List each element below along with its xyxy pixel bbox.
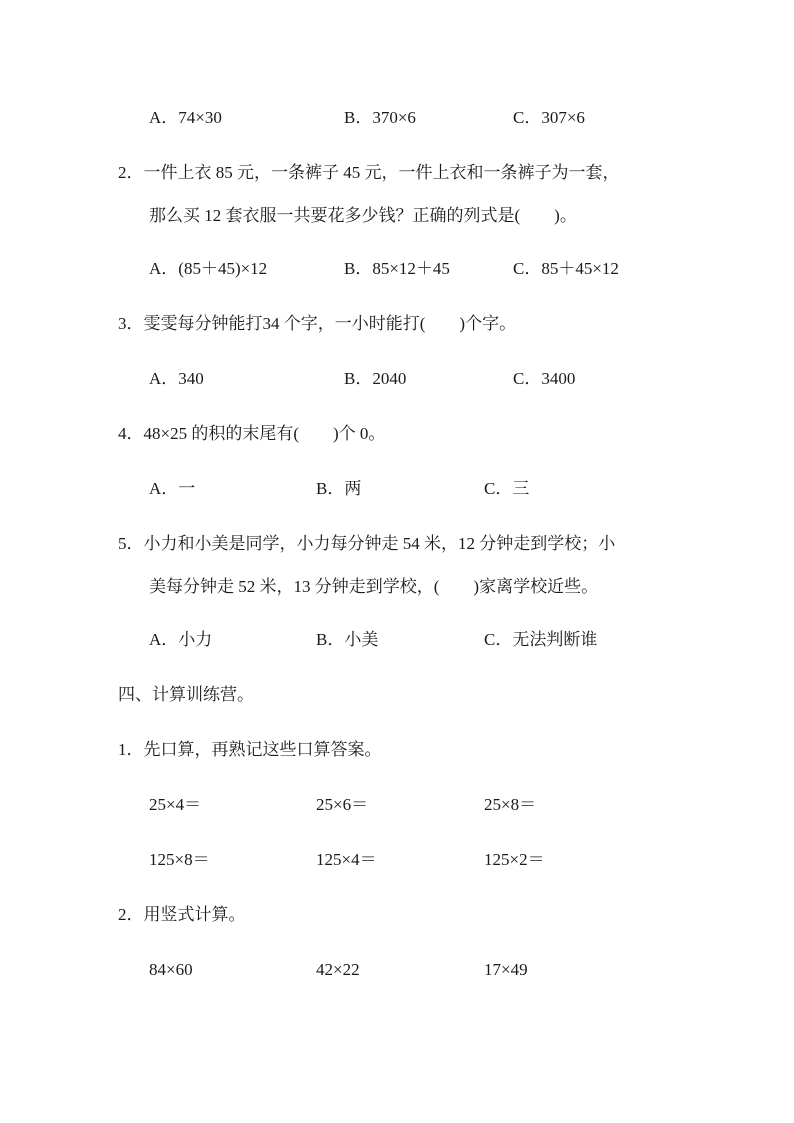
q3-option-b: B．2040 — [344, 369, 407, 388]
oral-calc-item: 125×2＝ — [484, 850, 545, 869]
q3-stem: 3．雯雯每分钟能打34 个字，一小时能打( )个字。 — [118, 314, 517, 333]
vertical-calc-item: 17×49 — [484, 960, 528, 979]
q5-stem-line1: 5．小力和小美是同学，小力每分钟走 54 米，12 分钟走到学校；小 — [118, 534, 616, 553]
q5-option-b: B．小美 — [316, 630, 379, 649]
q4-option-b: B．两 — [316, 479, 362, 498]
q2-option-a: A．(85＋45)×12 — [149, 259, 268, 278]
vertical-calc-item: 84×60 — [149, 960, 193, 979]
q3-option-c: C．3400 — [513, 369, 576, 388]
q2-stem-line2: 那么买 12 套衣服一共要花多少钱？正确的列式是( )。 — [149, 206, 577, 225]
q1-option-a: A．74×30 — [149, 108, 222, 127]
vertical-calc-item: 42×22 — [316, 960, 360, 979]
q1-option-c: C．307×6 — [513, 108, 585, 127]
oral-calc-item: 25×4＝ — [149, 795, 202, 814]
q4-option-a: A．一 — [149, 479, 196, 498]
q4-option-c: C．三 — [484, 479, 530, 498]
q5-stem-line2: 美每分钟走 52 米，13 分钟走到学校，( )家离学校近些。 — [149, 577, 599, 596]
q2-option-b: B．85×12＋45 — [344, 259, 450, 278]
q2-option-c: C．85＋45×12 — [513, 259, 619, 278]
q4-stem: 4．48×25 的积的末尾有( )个 0。 — [118, 424, 386, 443]
q2-stem-line1: 2．一件上衣 85 元，一条裤子 45 元，一件上衣和一条裤子为一套， — [118, 163, 620, 182]
oral-calc-item: 25×6＝ — [316, 795, 369, 814]
oral-calc-item: 25×8＝ — [484, 795, 537, 814]
q1-option-b: B．370×6 — [344, 108, 416, 127]
oral-calc-item: 125×8＝ — [149, 850, 210, 869]
q5-option-c: C．无法判断谁 — [484, 630, 598, 649]
section-4-heading: 四、计算训练营。 — [118, 685, 254, 704]
section-4-part2-title: 2．用竖式计算。 — [118, 905, 246, 924]
q5-option-a: A．小力 — [149, 630, 213, 649]
q3-option-a: A．340 — [149, 369, 204, 388]
oral-calc-item: 125×4＝ — [316, 850, 377, 869]
section-4-part1-title: 1．先口算，再熟记这些口算答案。 — [118, 740, 382, 759]
